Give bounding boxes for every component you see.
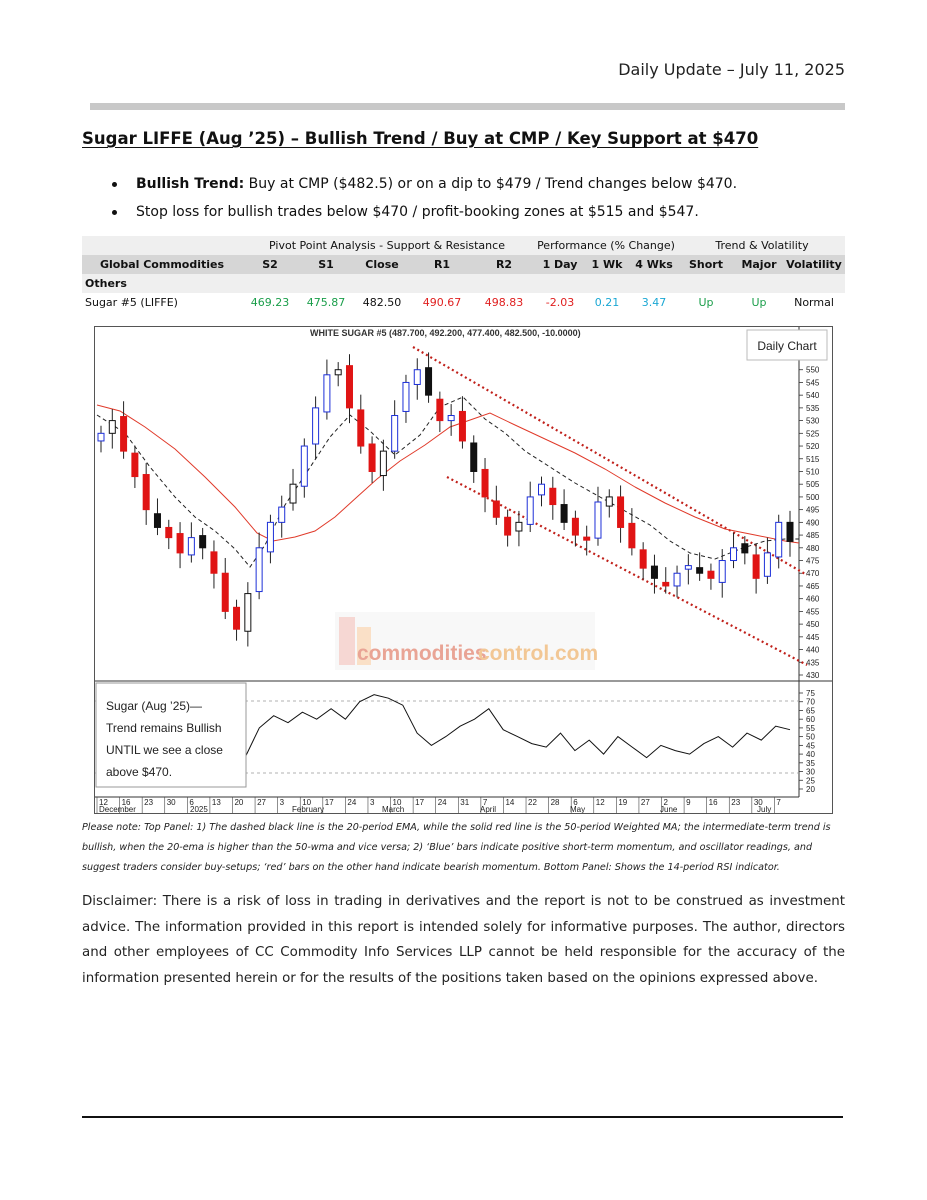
candle-body [132, 453, 138, 476]
date-tick-label: 6 [189, 798, 194, 807]
month-label: February [292, 805, 325, 813]
date-tick-label: 17 [324, 798, 334, 807]
rsi-tick-label: 35 [806, 758, 815, 768]
daily-chart [94, 326, 833, 814]
chart-svg [95, 327, 832, 813]
candle-body [459, 411, 465, 441]
month-label: April [480, 805, 497, 813]
price-tick-label: 430 [806, 671, 820, 680]
month-label: July [757, 805, 772, 813]
candle-body [380, 451, 386, 475]
date-tick-label: 17 [415, 798, 425, 807]
price-tick-label: 515 [806, 454, 820, 464]
candle-body [787, 522, 793, 541]
price-tick-label: 535 [806, 403, 820, 413]
footer-rule [82, 1116, 843, 1118]
date-tick-label: 16 [121, 798, 131, 807]
candle-body [324, 375, 330, 412]
col-header: R1 [433, 258, 451, 271]
commodity-name: Sugar #5 (LIFFE) [85, 296, 178, 309]
watermark-logo-icon [339, 617, 355, 665]
candlestick-series [98, 352, 793, 646]
cell-r1: 490.67 [422, 296, 462, 309]
rsi-tick-label: 30 [806, 767, 815, 777]
group-header-trend: Trend & Volatility [715, 239, 809, 252]
date-tick-label: 23 [144, 798, 154, 807]
rsi-tick-label: 20 [806, 785, 815, 794]
price-tick-label: 525 [806, 429, 820, 439]
date-tick-label: 12 [595, 798, 605, 807]
col-header: Close [365, 258, 399, 271]
candle-body [200, 536, 206, 548]
candle-body [742, 544, 748, 553]
date-tick-label: 14 [505, 798, 515, 807]
date-tick-label: 13 [211, 798, 221, 807]
group-header-pivot: Pivot Point Analysis - Support & Resistance [269, 239, 505, 252]
date-tick-label: 24 [347, 798, 357, 807]
disclaimer: Disclaimer: There is a risk of loss in trading in derivatives and the report is not to be construed as investment advice. The information provided in this report is intended solely for informative purposes. The author, directors and other employees of CC Commodity Info Services LLP cannot be held responsible for the accuracy of the information presented herein or for the results of the positions taken based on the opinions expressed above. [82, 894, 845, 986]
section-label: Others [85, 277, 127, 290]
date-tick-label: 27 [257, 798, 266, 807]
candle-body [651, 566, 657, 578]
month-label: June [660, 805, 678, 813]
group-header-performance: Performance (% Change) [537, 239, 675, 252]
date-tick-label: 23 [731, 798, 741, 807]
candle-body [98, 433, 104, 441]
candle-body [584, 537, 590, 540]
candle-body [437, 399, 443, 420]
candle-body [267, 522, 273, 552]
candle-body [595, 502, 601, 538]
candle-body [561, 505, 567, 523]
chart-header-text: WHITE SUGAR #5 (487.700, 492.200, 477.400, 482.500, -10.0000) [310, 328, 581, 338]
price-tick-label: 550 [806, 365, 820, 375]
annotation-line-2: Trend remains Bullish [106, 721, 222, 735]
rsi-line [245, 695, 790, 758]
cell-1day: -2.03 [545, 296, 575, 309]
report-date: Daily Update – July 11, 2025 [618, 60, 845, 79]
price-tick-label: 455 [806, 607, 820, 617]
date-tick-label: 30 [166, 798, 176, 807]
price-tick-label: 480 [806, 543, 820, 553]
rsi-tick-label: 25 [806, 776, 815, 786]
candle-body [629, 523, 635, 547]
candle-body [539, 484, 545, 495]
price-tick-label: 475 [806, 556, 820, 566]
price-tick-label: 530 [806, 416, 820, 426]
candle-body [493, 501, 499, 517]
cell-s2: 469.23 [250, 296, 290, 309]
candle-body [572, 518, 578, 535]
price-tick-label: 520 [806, 442, 820, 452]
date-tick-label: 7 [482, 798, 488, 807]
price-tick-label: 435 [806, 658, 820, 668]
candle-body [369, 444, 375, 471]
candle-body [177, 534, 183, 553]
candle-body [358, 410, 364, 446]
candle-body [335, 370, 341, 375]
candle-body [663, 582, 669, 586]
candle-body [245, 594, 251, 632]
candle-body [606, 497, 612, 506]
candle-body [471, 443, 477, 471]
cell-s1: 475.87 [306, 296, 346, 309]
watermark [335, 612, 598, 670]
price-tick-label: 490 [806, 518, 820, 528]
col-header: Short [689, 258, 723, 271]
candle-body [403, 382, 409, 411]
candle-body [313, 408, 319, 444]
col-header: Volatility [786, 258, 842, 271]
col-header: R2 [495, 258, 513, 271]
candle-body [426, 368, 432, 395]
col-header: 4 Wks [635, 258, 673, 271]
date-tick-label: 16 [708, 798, 718, 807]
price-tick-label: 460 [806, 594, 820, 604]
price-tick-label: 485 [806, 531, 820, 541]
candle-body [753, 555, 759, 578]
candle-body [414, 370, 420, 385]
col-header: S1 [318, 258, 334, 271]
date-tick-label: 24 [437, 798, 447, 807]
candle-body [674, 573, 680, 586]
date-tick-label: 22 [528, 798, 537, 807]
pivot-table [82, 236, 845, 312]
date-tick-label: 10 [392, 798, 402, 807]
candle-body [618, 497, 624, 528]
candle-body [143, 475, 149, 510]
candle-body [222, 573, 228, 611]
candle-body [697, 568, 703, 574]
candle-body [109, 421, 115, 434]
month-label: December [99, 805, 136, 813]
candle-body [154, 514, 160, 528]
price-tick-label: 470 [806, 569, 820, 579]
date-axis-ticks [97, 797, 781, 813]
candle-body [211, 552, 217, 573]
rsi-tick-label: 65 [806, 706, 815, 716]
wma-50-line [97, 405, 799, 543]
candle-body [527, 497, 533, 524]
candle-body [256, 548, 262, 592]
price-tick-label: 445 [806, 632, 820, 642]
date-tick-label: 7 [776, 798, 781, 807]
col-header: 1 Wk [591, 258, 623, 271]
candle-body [482, 469, 488, 496]
price-tick-label: 505 [806, 480, 820, 490]
price-tick-label: 465 [806, 581, 820, 591]
candle-body [121, 417, 127, 452]
bullet-text: Stop loss for bullish trades below $470 / profit-booking zones at $515 and $547. [136, 204, 699, 220]
col-header: Major [741, 258, 777, 271]
price-tick-label: 545 [806, 378, 820, 388]
candle-body [448, 416, 454, 421]
candle-body [346, 366, 352, 408]
candle-body [301, 446, 307, 486]
date-tick-label: 28 [550, 798, 560, 807]
month-label: March [382, 805, 405, 813]
candle-body [550, 488, 556, 504]
rsi-tick-label: 70 [806, 697, 815, 707]
candle-body [234, 607, 240, 629]
rsi-axis-ticks [799, 689, 815, 794]
trade-bullets [110, 170, 737, 226]
cell-short: Up [698, 296, 714, 309]
price-tick-label: 450 [806, 620, 820, 630]
rsi-tick-label: 45 [806, 741, 815, 751]
chart-note: Please note: Top Panel: 1) The dashed black line is the 20-period EMA, while the solid red line is the 50-period Weighted MA; the intermediate-term trend is bullish, when the 20-ema is higher than the 50-wma and vice versa; 2) ‘Blue’ bars indicate positive short-term momentum, and oscillator readings, and suggest traders consider buy-setups; ‘red’ bars on the other hand indicate bearish momentum. Bottom Panel: Shows the 14-period RSI indicator. [82, 822, 831, 873]
bullet-text: Buy at CMP ($482.5) or on a dip to $479 / Trend changes below $470. [244, 176, 738, 192]
candle-body [188, 538, 194, 555]
cell-volatility: Normal [794, 296, 834, 309]
price-tick-label: 500 [806, 492, 820, 502]
cell-major: Up [751, 296, 767, 309]
rsi-tick-label: 60 [806, 715, 815, 725]
price-axis-ticks [799, 353, 820, 680]
rsi-tick-label: 50 [806, 732, 815, 742]
candle-body [516, 522, 522, 531]
candle-body [640, 550, 646, 568]
month-label: May [570, 805, 586, 813]
annotation-line-1: Sugar (Aug ’25)— [106, 699, 203, 713]
candle-body [708, 571, 714, 578]
price-tick-label: 440 [806, 645, 820, 655]
bullet-item [110, 170, 737, 198]
date-tick-label: 2 [663, 798, 668, 807]
col-header: Global Commodities [99, 258, 225, 271]
date-tick-label: 31 [460, 798, 470, 807]
table-section-row [82, 274, 845, 293]
candle-body [685, 566, 691, 570]
date-tick-label: 12 [99, 798, 108, 807]
rsi-tick-label: 55 [806, 723, 815, 733]
cell-4wks: 3.47 [641, 296, 667, 309]
price-tick-label: 540 [806, 391, 820, 401]
rsi-tick-label: 75 [806, 689, 815, 698]
table-column-header-row [82, 255, 845, 274]
date-tick-label: 19 [618, 798, 628, 807]
date-tick-label: 6 [573, 798, 578, 807]
daily-chart-label: Daily Chart [757, 339, 817, 353]
candle-body [392, 416, 398, 452]
candle-body [764, 553, 770, 576]
cell-r2: 498.83 [484, 296, 524, 309]
table-row [82, 293, 845, 312]
cell-close: 482.50 [362, 296, 402, 309]
candle-body [776, 522, 782, 557]
candle-body [290, 484, 296, 503]
watermark-text-a: commodities [357, 642, 487, 665]
table-group-header-row [82, 236, 845, 255]
date-tick-label: 20 [234, 798, 244, 807]
date-tick-label: 3 [279, 798, 285, 807]
date-tick-label: 30 [753, 798, 763, 807]
col-header: S2 [262, 258, 278, 271]
rsi-tick-label: 40 [806, 750, 815, 760]
annotation-line-3: UNTIL we see a close [106, 743, 223, 757]
candle-body [719, 561, 725, 583]
bullet-item [110, 198, 737, 226]
candle-body [731, 548, 737, 561]
col-header: 1 Day [542, 258, 578, 271]
candle-body [505, 517, 511, 535]
annotation-line-4: above $470. [106, 765, 173, 779]
date-tick-label: 3 [369, 798, 375, 807]
candle-body [279, 507, 285, 522]
candle-body [166, 527, 172, 537]
price-tick-label: 495 [806, 505, 820, 515]
date-tick-label: 10 [302, 798, 312, 807]
month-label: 2025 [190, 805, 208, 813]
cell-1wk: 0.21 [594, 296, 620, 309]
watermark-text-b: control.com [478, 642, 599, 665]
date-tick-label: 27 [640, 798, 650, 807]
report-title: Sugar LIFFE (Aug ’25) – Bullish Trend / Buy at CMP / Key Support at $470 [82, 129, 759, 148]
date-tick-label: 9 [686, 798, 691, 807]
header-divider [90, 103, 845, 110]
price-tick-label: 510 [806, 467, 820, 477]
bullet-bold: Bullish Trend: [136, 176, 245, 192]
